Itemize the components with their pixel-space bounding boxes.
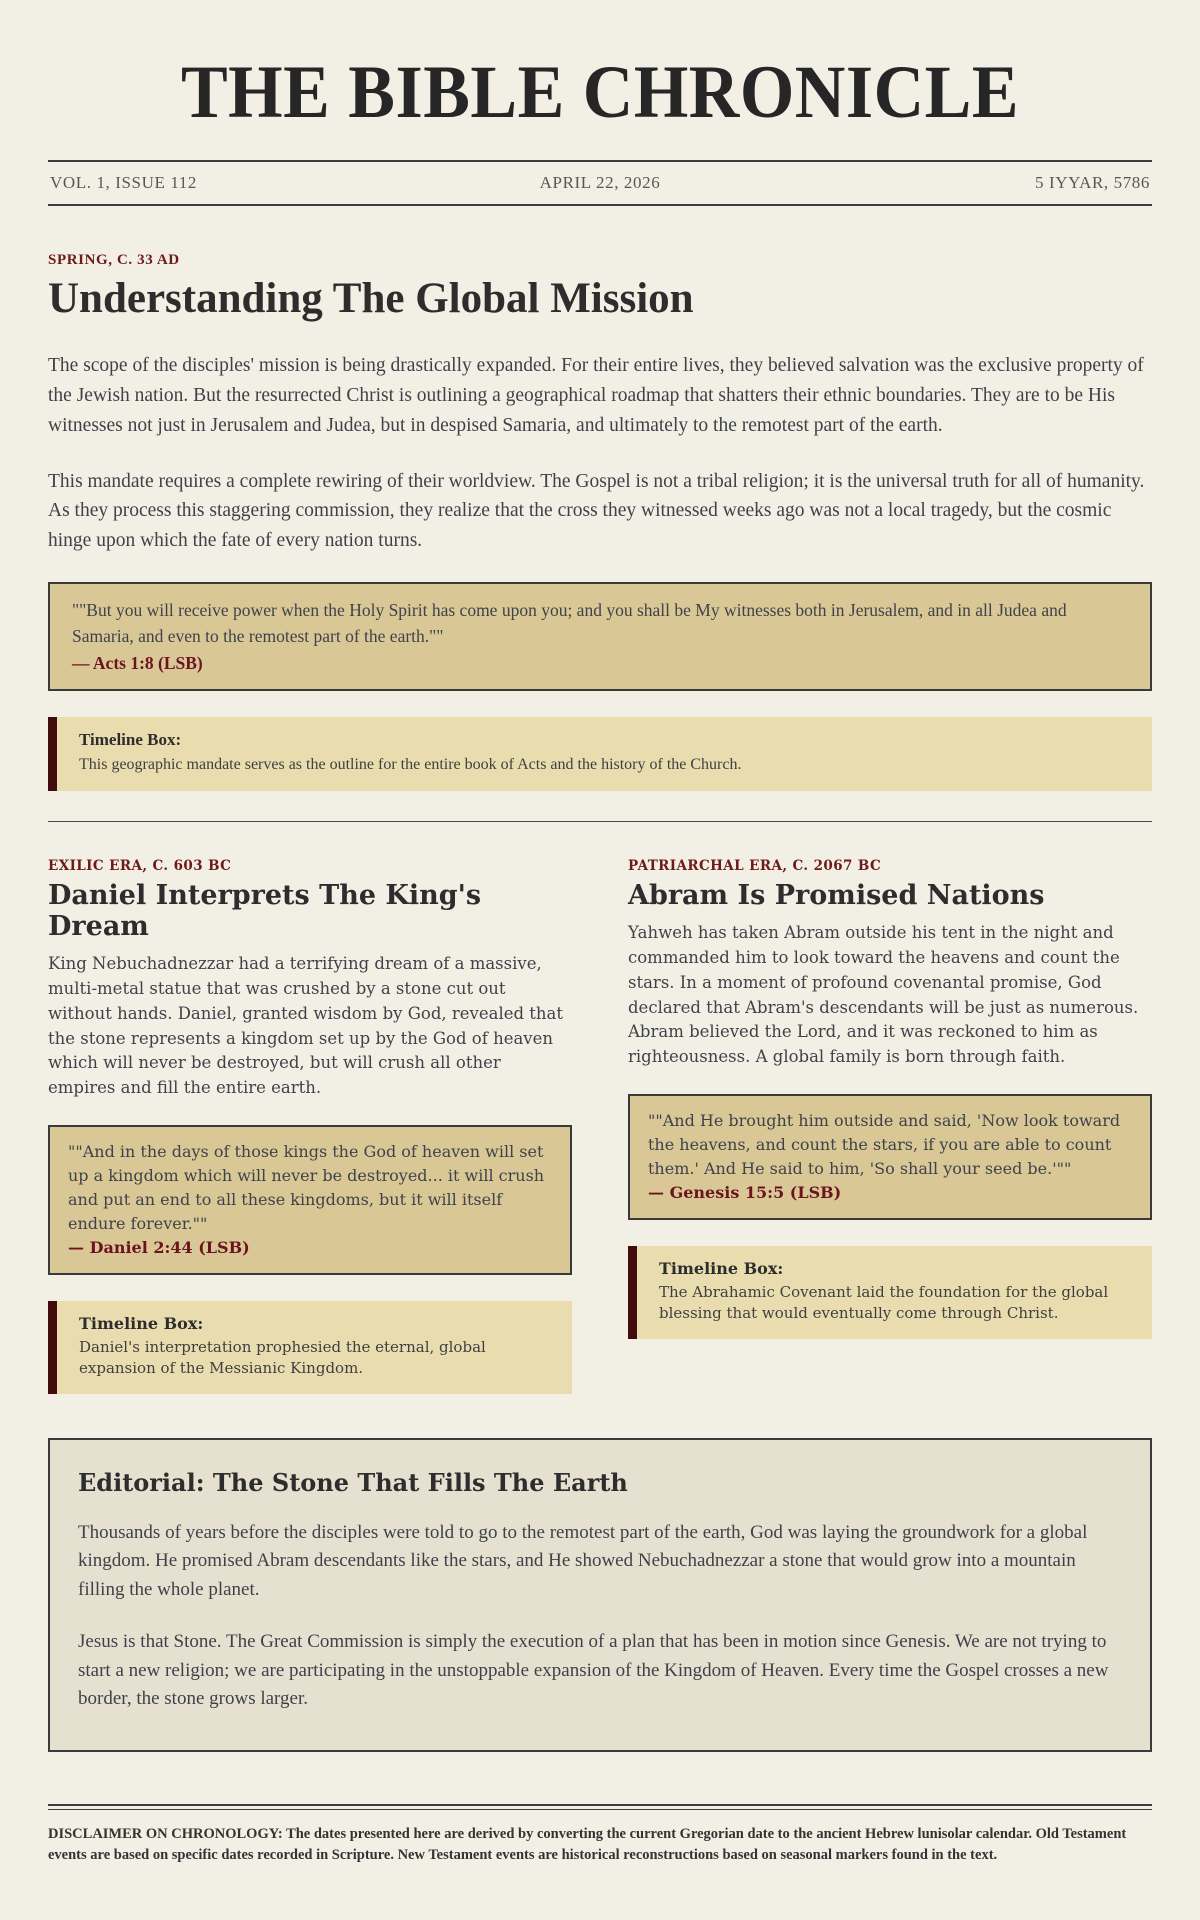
scripture-quote-citation: — Genesis 15:5 (LSB) (648, 1182, 842, 1202)
timeline-box-acts (48, 717, 1152, 791)
column-article-daniel (48, 858, 572, 1394)
timeline-box-label: Timeline Box: (659, 1258, 784, 1278)
dateline (48, 160, 1152, 206)
scripture-quote-text: ""And He brought him outside and said, 'Now look toward the heavens, and count the stars, if you are able to count them.' And He said to him, 'So shall your seed be.'"" (648, 1110, 1121, 1178)
timeline-box-text: Daniel's interpretation prophesied the eternal, global expansion of the Messianic Kingdom. (79, 1337, 486, 1377)
scripture-quote-box-genesis (628, 1094, 1152, 1220)
scripture-quote-citation: — Acts 1:8 (LSB) (72, 652, 203, 673)
masthead-title: THE BIBLE CHRONICLE (180, 50, 1020, 135)
editorial-box (48, 1438, 1152, 1752)
editorial-title: Editorial: The Stone That Fills The Earth (78, 1467, 628, 1497)
timeline-box-text: This geographic mandate serves as the outline for the entire book of Acts and the history of the Church. (79, 755, 742, 773)
page-footer (48, 1804, 1152, 1866)
timeline-box-label: Timeline Box: (79, 1313, 204, 1333)
lead-article-paragraph: The scope of the disciples' mission is being drastically expanded. For their entire lives, they believed salvation was the exclusive property of the Jewish nation. But the resurrected Christ is outlining a geographical roadmap that shatters their ethnic boundaries. They are to be His witnesses not just in Jerusalem and Judea, but in despised Samaria, and ultimately to the remotest part of the earth. (48, 355, 1144, 436)
lead-article-body (48, 351, 1152, 556)
footer-double-rule-inner (48, 1809, 1152, 1810)
masthead (48, 50, 1152, 206)
column-article-headline: Daniel Interprets The King's Dream (48, 880, 482, 943)
issue-date-hebrew: 5 IYYAR, 5786 (1035, 173, 1150, 192)
timeline-box-daniel (48, 1301, 572, 1394)
timeline-box-text: The Abrahamic Covenant laid the foundation for the global blessing that would eventually come through Christ. (659, 1282, 1109, 1322)
timeline-box-label: Timeline Box: (79, 729, 182, 749)
lead-article-paragraph: This mandate requires a complete rewiring of their worldview. The Gospel is not a tribal religion; it is the universal truth for all of humanity. As they process this staggering commission, they realize that the cross they witnessed weeks ago was not a local tragedy, but the cosmic hinge upon which the fate of every nation turns. (48, 470, 1145, 552)
lead-article-kicker: SPRING, C. 33 AD (48, 252, 180, 268)
editorial-paragraph: Thousands of years before the disciples were told to go to the remotest part of the earth, God was laying the groundwork for a global kingdom. He promised Abram descendants like the stars, and He showed Nebuchadnezzar a stone that would grow into a mountain filling the whole planet. (78, 1521, 1088, 1600)
column-article-body: King Nebuchadnezzar had a terrifying dream of a massive, multi-metal statue that was crushed by a stone cut out without hands. Daniel, granted wisdom by God, revealed that the stone represents a kingdom set up by the God of heaven which will never be destroyed, but will crush all other empires and fill the entire earth. (48, 954, 564, 1098)
column-article-body: Yahweh has taken Abram outside his tent in the night and commanded him to look toward the heavens and count the stars. In a moment of profound covenantal promise, God declared that Abram's descendants will be just as numerous. Abram believed the Lord, and it was reckoned to him as righteousness. A global family is born through faith. (628, 923, 1139, 1067)
column-article-kicker: EXILIC ERA, C. 603 BC (48, 858, 232, 875)
scripture-quote-box-acts (48, 582, 1152, 691)
scripture-quote-text: ""But you will receive power when the Holy Spirit has come upon you; and you shall be My witnesses both in Jerusalem, and in all Judea and Samaria, and even to the remotest part of the earth."" (72, 600, 1067, 647)
footer-double-rule (48, 1804, 1152, 1810)
issue-date-gregorian: APRIL 22, 2026 (539, 173, 661, 192)
column-article-headline: Abram Is Promised Nations (628, 880, 1045, 912)
lead-article-headline: Understanding The Global Mission (48, 275, 694, 322)
timeline-box-genesis (628, 1246, 1152, 1339)
secondary-articles (48, 858, 1152, 1394)
section-divider (48, 821, 1152, 822)
column-article-kicker: PATRIARCHAL ERA, C. 2067 BC (628, 858, 882, 875)
scripture-quote-text: ""And in the days of those kings the God of heaven will set up a kingdom which will never be destroyed... it will crush and put an end to all these kingdoms, but it will itself endure forever."" (68, 1141, 545, 1233)
scripture-quote-citation: — Daniel 2:44 (LSB) (68, 1237, 250, 1257)
scripture-quote-box-daniel (48, 1125, 572, 1275)
lead-article (48, 252, 1152, 791)
column-article-abram (628, 858, 1152, 1394)
issue-volume: VOL. 1, ISSUE 112 (50, 173, 197, 192)
footer-disclaimer: DISCLAIMER ON CHRONOLOGY: The dates presented here are derived by converting the current Gregorian date to the ancient Hebrew lunisolar calendar. Old Testament events are based on specific dates recorded in Scripture. New Testament events are historical reconstructions based on seasonal markers found in the text. (48, 1825, 1127, 1863)
editorial-paragraph: Jesus is that Stone. The Great Commission is simply the execution of a plan that has been in motion since Genesis. We are not trying to start a new religion; we are participating in the unstoppable expansion of the Kingdom of Heaven. Every time the Gospel crosses a new border, the stone grows larger. (78, 1631, 1109, 1710)
